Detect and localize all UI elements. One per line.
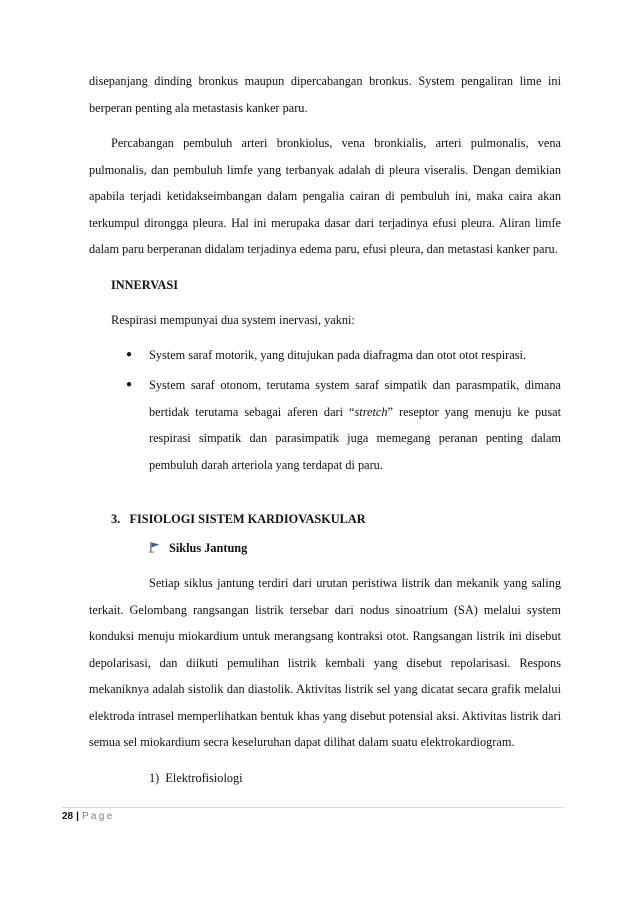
page-content <box>89 68 561 791</box>
paragraph-siklus-jantung: Setiap siklus jantung terdiri dari urutan peristiwa listrik dan mekanik yang saling terkait. Gelombang rangsangan listrik tersebar dari nodus sinoatrium (SA) melalui system konduksi menuju miokardium untuk merangsang kontraksi otot. Rangsangan listrik ini disebut depolarisasi, dan diikuti pemulihan listrik kembali yang disebut repolarisasi. Respons mekaniknya adalah sistolik dan diastolik. Aktivitas listrik sel yang dicatat secara grafik melalui elektroda intrasel memperlihatkan bentuk khas yang disebut potensial aksi. Aktivitas listrik dari semua sel miokardium secra keseluruhan dapat dilihat dalam suatu elektrokardiogram. <box>89 576 561 749</box>
list-item-text-before: System saraf otonom, terutama system saraf simpatik dan parasmpatik, dimana bertidak terutama sebagai aferen dari “ <box>149 378 561 419</box>
list-item-italic-term: stretch <box>354 404 388 419</box>
list-item <box>126 372 561 478</box>
paragraph-vessels: Percabangan pembuluh arteri bronkiolus, vena bronkialis, arteri pulmonalis, vena pulmonalis, dan pembuluh limfe yang terbanyak adalah di pleura viseralis. Dengan demikian apabila terjadi ketidakseimbangan dalam pengalia cairan di pembuluh ini, maka caira akan terkumpul dirongga pleura. Hal ini merupaka dasar dari terjadinya efusi pleura. Aliran limfe dalam paru berperanan didalam terjadinya edema paru, efusi pleura, dan metastasi kanker paru. <box>89 136 561 256</box>
paragraph-lymph-continuation: disepanjang dinding bronkus maupun dipercabangan bronkus. System pengaliran lime ini berperan penting ala metastasis kanker paru. <box>89 74 561 115</box>
subheading-siklus-jantung <box>89 535 561 562</box>
footer-page-label: Page <box>81 811 115 822</box>
footer-separator: | <box>76 811 79 822</box>
numbered-item-elektrofisiologi: 1) Elektrofisiologi <box>149 770 243 785</box>
subheading-text: Siklus Jantung <box>169 540 248 555</box>
innervasi-intro: Respirasi mempunyai dua system inervasi, yakni: <box>111 313 355 327</box>
list-item <box>126 342 561 369</box>
innervasi-list <box>89 342 561 479</box>
flag-bullet-icon <box>149 536 161 548</box>
page-number: 28 <box>62 811 74 822</box>
list-item-text-after: ” reseptor yang menuju ke pusat respirasi simpatik dan parasimpatik juga memegang peranan penting dalam pembuluh darah arteriola yang terdapat di paru. <box>149 404 561 472</box>
heading-innervasi: INNERVASI <box>111 277 178 292</box>
list-item-text: System saraf motorik, yang ditujukan pada diafragma dan otot otot respirasi. <box>149 347 527 362</box>
bullet-icon: ● <box>126 379 133 390</box>
bullet-icon: ● <box>126 348 133 360</box>
page-footer <box>62 807 564 824</box>
section-heading-kardiovaskular: 3. FISIOLOGI SISTEM KARDIOVASKULAR <box>111 512 366 526</box>
